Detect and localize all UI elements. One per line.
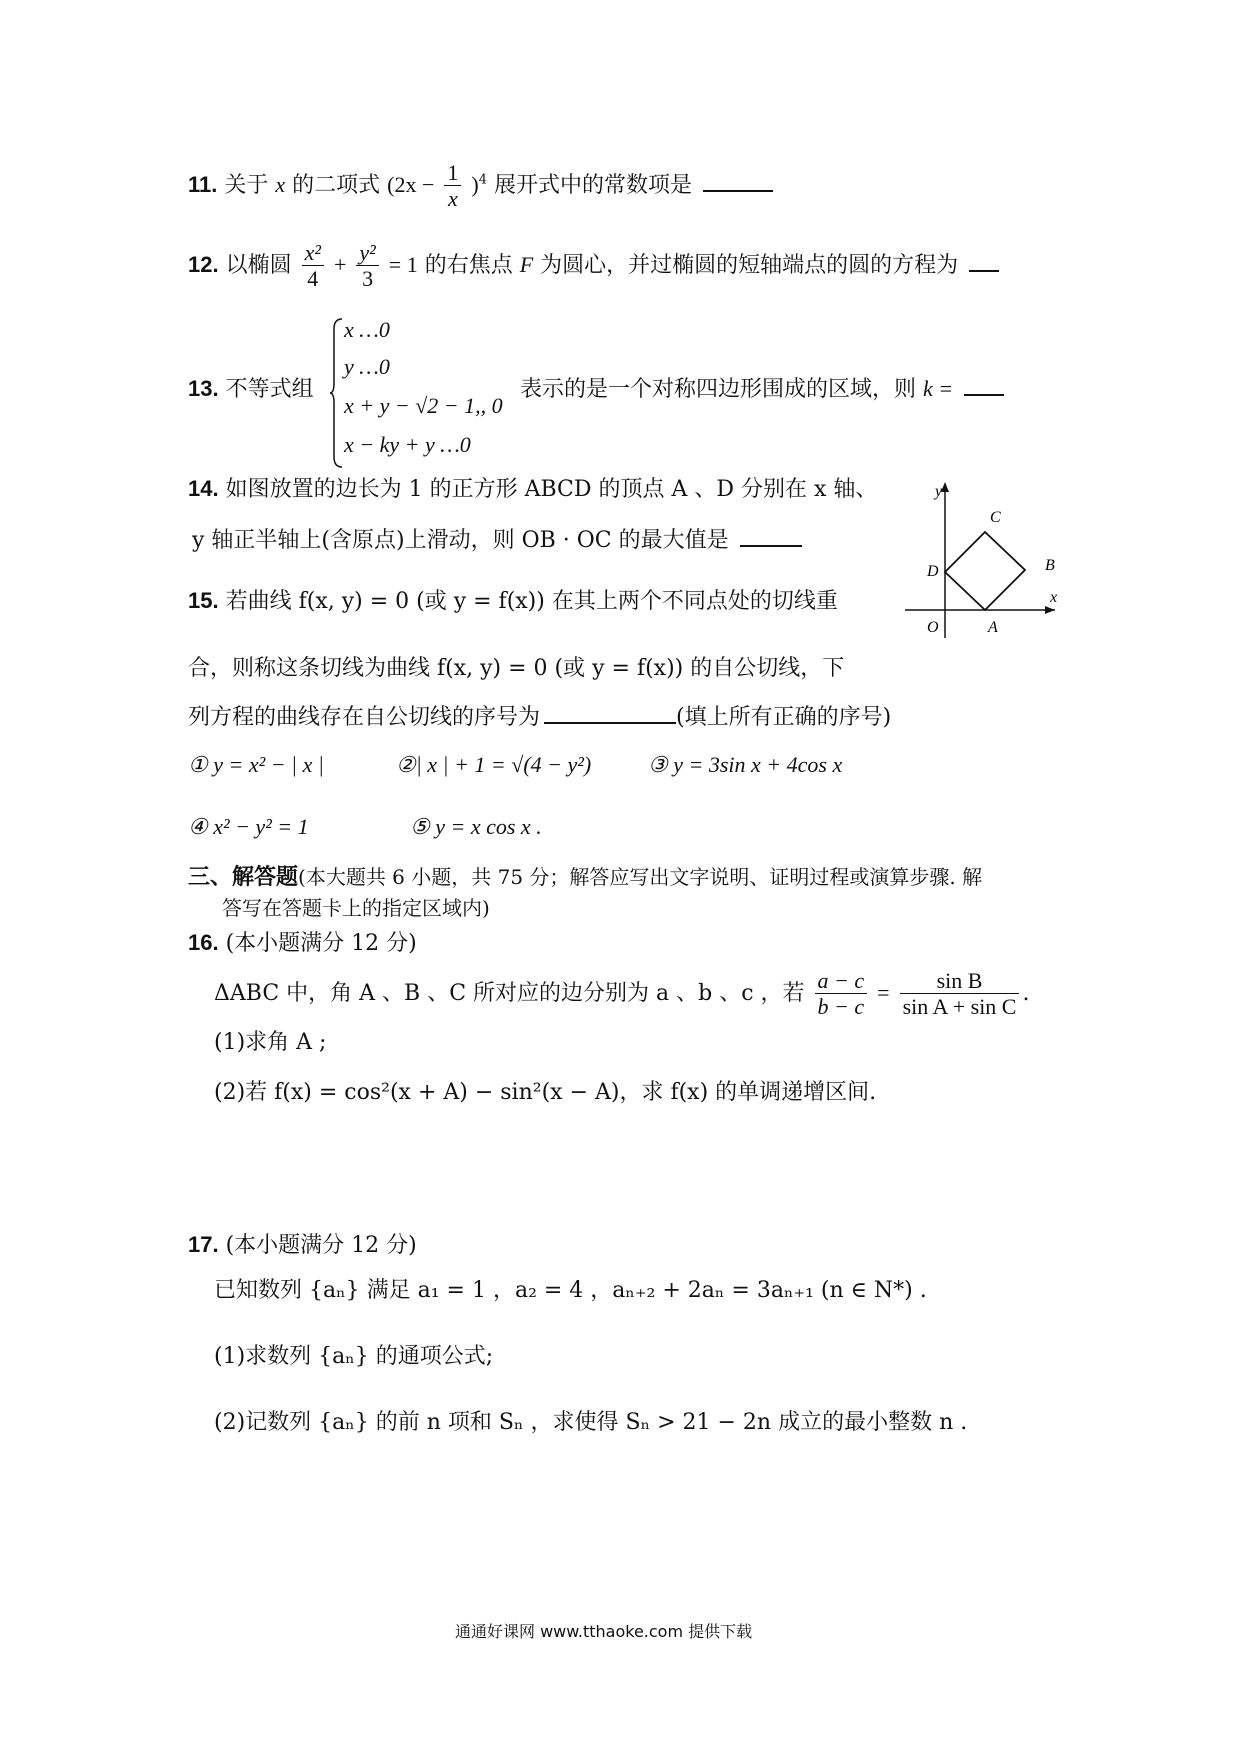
- q15-option-3: ③ y = 3sin x + 4cos x: [648, 752, 843, 777]
- label-x: x: [1050, 589, 1058, 606]
- section-3-note-2: 答写在答题卡上的指定区域内): [222, 896, 490, 920]
- q15-line-3: [188, 704, 891, 731]
- left-brace-icon: [330, 317, 344, 469]
- footer-text: 通通好课网 www.tthaoke.com 提供下载: [455, 1622, 753, 1641]
- q17-stem: [214, 1278, 927, 1304]
- q15-option-1: ① y = x² − | x |: [188, 752, 324, 777]
- q13-tail: [520, 376, 1004, 403]
- q16-dot: .: [1022, 980, 1030, 1006]
- q16-f2-num: sin B: [900, 968, 1020, 994]
- q17-part-1: [214, 1344, 493, 1370]
- q13-row-4: x − ky + y …0: [344, 432, 471, 457]
- q11-frac-num: 1: [444, 160, 461, 186]
- q16-score: (本小题满分 12 分): [225, 931, 417, 956]
- label-C: C: [990, 509, 1001, 526]
- q14-line-1: [188, 476, 877, 503]
- square-abcd: [945, 532, 1025, 610]
- q12-text-c: 为圆心，并过椭圆的短轴端点的圆的方程为: [540, 252, 959, 278]
- label-B: B: [1045, 557, 1055, 574]
- q16-part-2-text: (2)若 f(x) = cos²(x + A) − sin²(x − A)，求 f(x) 的单调递增区间.: [214, 1080, 877, 1105]
- y-axis-arrow-icon: [941, 482, 949, 492]
- q11-answer-blank[interactable]: [703, 172, 773, 192]
- q16-stem-text: ΔABC 中，角 A 、B 、C 所对应的边分别为 a 、b 、c ，若: [214, 980, 805, 1006]
- q11-fraction: [444, 160, 461, 212]
- q15-opt-1: [188, 752, 324, 779]
- q16-part-1-text: (1)求角 A ;: [214, 1030, 327, 1055]
- q12-fraction-1: [302, 240, 324, 292]
- q16-number: 16.: [188, 930, 219, 955]
- q16-f2-den: sin A + sin C: [902, 994, 1017, 1020]
- q15-option-5: ⑤ y = x cos x .: [410, 814, 542, 839]
- q13-number: 13.: [188, 376, 219, 401]
- q16-f1-den: b − c: [817, 994, 865, 1020]
- q11-text-a: 关于: [224, 172, 269, 198]
- q16-header: [188, 930, 417, 957]
- q16-f1-num: a − c: [815, 968, 868, 994]
- section-3-header: [188, 864, 982, 891]
- q16-eq: =: [877, 979, 890, 1005]
- page-footer: [455, 1622, 752, 1641]
- q13-label: [188, 376, 314, 403]
- q12-number: 12.: [188, 251, 219, 277]
- label-y: y: [935, 483, 943, 500]
- q12-f1-num: x²: [302, 240, 324, 266]
- q15-opt-5: [410, 814, 542, 841]
- q13-text-a: 不等式组: [225, 377, 314, 402]
- q15-text-1: 若曲线 f(x, y) = 0 (或 y = f(x)) 在其上两个不同点处的切线重: [225, 589, 838, 614]
- q17-part-2: [214, 1410, 967, 1436]
- q15-text-2: 合，则称这条切线为曲线 f(x, y) = 0 (或 y = f(x)) 的自公切线，下: [188, 656, 845, 681]
- q17-part-2-text: (2)记数列 {aₙ} 的前 n 项和 Sₙ ，求使得 Sₙ > 21 − 2n 成立的最小整数 n .: [214, 1410, 968, 1435]
- q17-stem-text: 已知数列 {aₙ} 满足 a₁ = 1 ，a₂ = 4 ，aₙ₊₂ + 2aₙ = 3aₙ₊₁ (n ∈ N*) .: [214, 1278, 927, 1303]
- q13-answer-blank[interactable]: [964, 376, 1004, 396]
- q15-opt-4: [188, 814, 309, 841]
- q12-text-a: 以椭圆: [225, 252, 292, 278]
- q11-expr-open: (2x −: [387, 171, 435, 197]
- q14-answer-blank[interactable]: [740, 527, 802, 547]
- q13-text-b: 表示的是一个对称四边形围成的区域，则: [520, 377, 917, 402]
- q12-f2-den: 3: [362, 266, 374, 292]
- q14-number: 14.: [188, 476, 219, 501]
- q11-text-b: 的二项式: [292, 172, 381, 198]
- q11-exponent: 4: [478, 172, 488, 188]
- q16-stem: [214, 968, 1029, 1020]
- q11-var: x: [275, 171, 286, 197]
- section-3-title: 三、解答题: [188, 864, 299, 889]
- q11-expr-close: ): [471, 171, 479, 197]
- q15-answer-blank[interactable]: [544, 704, 676, 724]
- q15-opt-3: [648, 752, 842, 779]
- q12-plus: +: [333, 251, 347, 277]
- q15-opt-2: [396, 752, 591, 779]
- label-O: O: [927, 619, 939, 636]
- q13-row-3: x + y − √2 − 1,, 0: [344, 393, 503, 418]
- q13-k: k =: [923, 376, 954, 401]
- section-3-note-1: (本大题共 6 小题，共 75 分；解答应写出文字说明、证明过程或演算步骤. 解: [298, 865, 983, 889]
- q14-line-2: [192, 527, 802, 554]
- q16-fraction-1: [815, 968, 868, 1020]
- q17-header: [188, 1232, 417, 1259]
- q16-part-2: [214, 1080, 876, 1106]
- q16-part-1: [214, 1030, 326, 1056]
- q15-text-3a: 列方程的曲线存在自公切线的序号为: [188, 705, 541, 730]
- q16-fraction-2: [900, 968, 1020, 1020]
- label-D: D: [927, 563, 939, 580]
- q12-eq: = 1: [388, 251, 418, 277]
- q11: [188, 160, 773, 212]
- q17-part-1-text: (1)求数列 {aₙ} 的通项公式;: [214, 1344, 494, 1369]
- q11-number: 11.: [188, 171, 218, 197]
- section-3-note-line-2: [222, 896, 490, 920]
- q15-number: 15.: [188, 588, 219, 613]
- q12: [188, 240, 999, 292]
- q12-f2-num: y²: [356, 240, 378, 266]
- q15-line-2: [188, 656, 844, 682]
- q13-row-2: y …0: [344, 354, 390, 379]
- q15-option-4: ④ x² − y² = 1: [188, 814, 309, 839]
- q12-fraction-2: [356, 240, 378, 292]
- q15-line-1: [188, 588, 838, 615]
- x-axis-arrow-icon: [1045, 606, 1055, 614]
- q12-text-b: 的右焦点: [424, 252, 513, 278]
- q12-F: F: [519, 251, 534, 277]
- q11-frac-den: x: [448, 186, 458, 212]
- q17-number: 17.: [188, 1232, 219, 1257]
- square-figure: [905, 478, 1065, 638]
- q13-row-1: x …0: [344, 317, 390, 342]
- q15-text-3b: (填上所有正确的序号): [676, 705, 892, 730]
- q14-text-2: y 轴正半轴上(含原点)上滑动，则 OB · OC 的最大值是: [192, 528, 729, 553]
- q12-answer-blank[interactable]: [969, 252, 999, 272]
- q11-text-c: 展开式中的常数项是: [494, 172, 693, 198]
- q17-score: (本小题满分 12 分): [225, 1233, 417, 1258]
- q14-text-1: 如图放置的边长为 1 的正方形 ABCD 的顶点 A 、D 分别在 x 轴、: [225, 477, 878, 502]
- q12-f1-den: 4: [307, 266, 319, 292]
- q15-option-2: ②| x | + 1 = √(4 − y²): [396, 752, 592, 777]
- label-A: A: [988, 619, 998, 636]
